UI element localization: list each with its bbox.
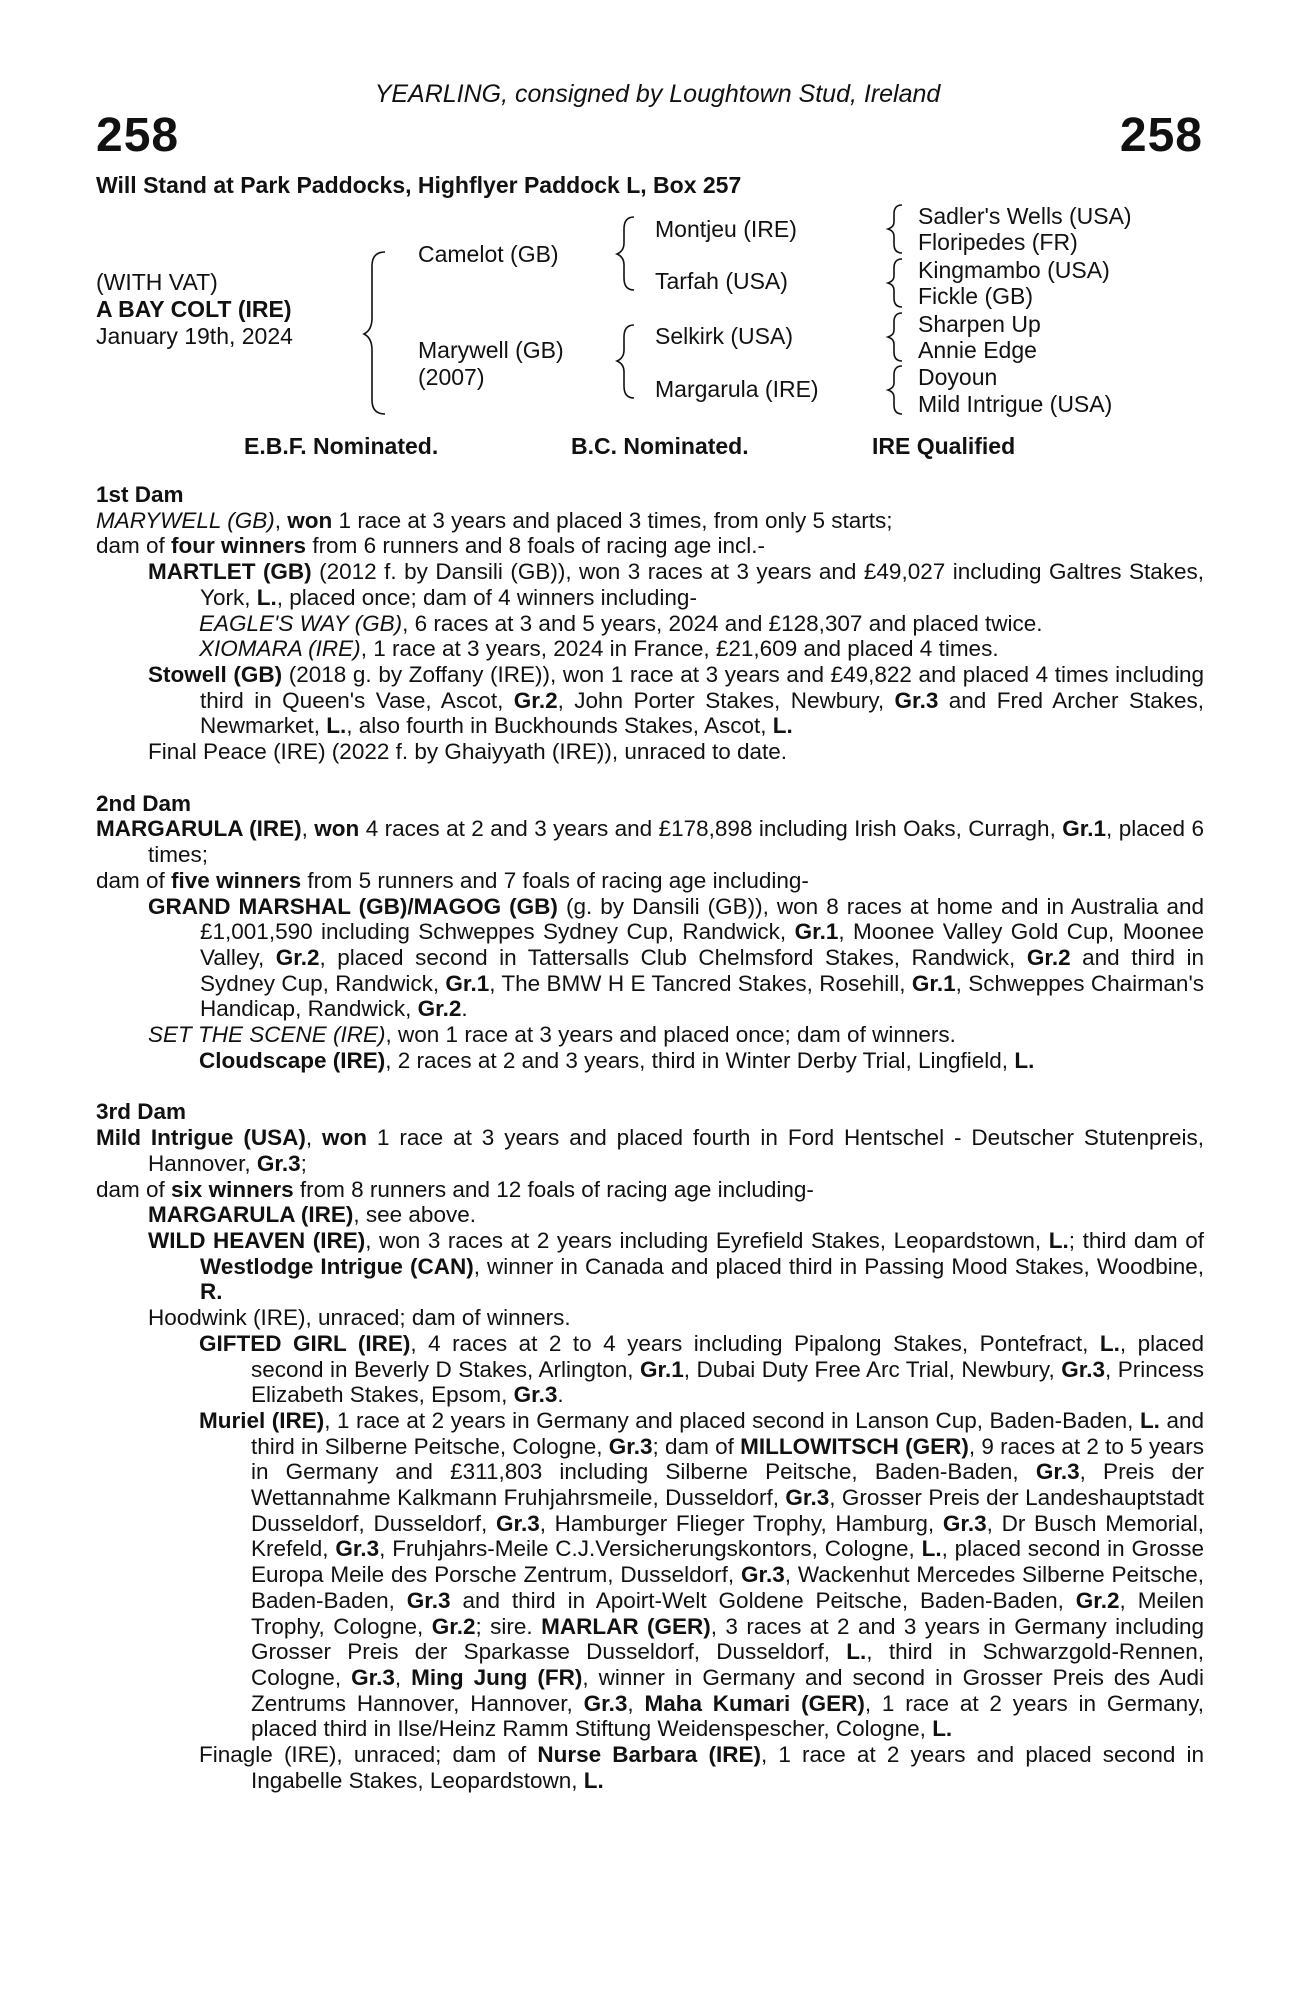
brace-g2 <box>888 259 902 307</box>
ire-qualified: IRE Qualified <box>872 433 1016 459</box>
produce-muriel: Muriel (IRE), 1 race at 2 years in Germany and placed second in Lanson Cup, Baden-Baden, L. and third in Silberne Peitsche, Cologne, Gr.3; dam of MILLOWITSCH (GER), 9 races at 2 to 5 years in Germany and £311,803 including Silberne Peitsche, Baden-Baden, Gr.3, Preis der Wettannahme Kalkmann Fruhjahrsmeile, Dusseldorf, Gr.3, Grosser Preis der Landeshauptstadt Dusseldorf, Dusseldorf, Gr.3, Hamburger Flieger Trophy, Hamburg, Gr.3, Dr Busch Memorial, Krefeld, Gr.3, Fruhjahrs-Meile C.J.Versicherungskontors, Cologne, L., placed second in Grosse Europa Meile des Porsche Zentrum, Dusseldorf, Gr.3, Wackenhut Mercedes Silberne Peitsche, Baden-Baden, Gr.3 and third in Apoirt-Welt Goldene Peitsche, Baden-Baden, Gr.2, Meilen Trophy, Cologne, Gr.2; sire. MARLAR (GER), 3 races at 2 and 3 years in Germany including Grosser Preis der Sparkasse Dusseldorf, Dusseldorf, L., third in Schwarzgold-Rennen, Cologne, Gr.3, Ming Jung (FR), winner in Germany and second in Grosser Preis des Audi Zentrums Hannover, Hannover, Gr.3, Maha Kumari (GER), 1 race at 2 years in Germany, placed third in Ilse/Heinz Ramm Stiftung Weidenspescher, Cologne, L. <box>199 1407 1205 1742</box>
sire: Camelot (GB) <box>418 241 559 267</box>
dam-sire: Selkirk (USA) <box>655 323 794 349</box>
first-dam-heading: 1st Dam <box>96 482 184 507</box>
brace-g4 <box>888 366 902 414</box>
produce-xiomara: XIOMARA (IRE), 1 race at 3 years, 2024 in France, £21,609 and placed 4 times. <box>199 636 999 662</box>
third-dam-record: Mild Intrigue (USA), won 1 race at 3 years and placed fourth in Ford Hentschel - Deutscher Stutenpreis, Hannover, Gr.3; <box>96 1125 1204 1176</box>
bc-nominated: B.C. Nominated. <box>571 433 749 459</box>
brace-dam <box>617 325 634 398</box>
consignor-line: YEARLING, consigned by Loughtown Stud, Ireland <box>374 80 941 108</box>
lot-number-right: 258 <box>1119 109 1203 162</box>
produce-stowell: Stowell (GB) (2018 g. by Zoffany (IRE)), won 1 race at 3 years and £49,822 and placed 4 times including third in Queen's Vase, Ascot, Gr.2, John Porter Stakes, Newbury, Gr.3 and Fred Archer Stakes, Newmarket, L., also fourth in Buckhounds Stakes, Ascot, L. <box>148 661 1205 739</box>
produce-grand-marshal: GRAND MARSHAL (GB)/MAGOG (GB) (g. by Dansili (GB)), won 8 races at home and in Australia and £1,001,590 including Schweppes Sydney Cup, Randwick, Gr.1, Moonee Valley Gold Cup, Moonee Valley, Gr.2, placed second in Tattersalls Club Chelmsford Stakes, Randwick, Gr.2 and third in Sydney Cup, Randwick, Gr.1, The BMW H E Tancred Stakes, Rosehill, Gr.1, Schweppes Chairman's Handicap, Randwick, Gr.2. <box>148 893 1204 1022</box>
produce-finagle: Finagle (IRE), unraced; dam of Nurse Barbara (IRE), 1 race at 2 years and placed second in Ingabelle Stakes, Leopardstown, L. <box>199 1742 1204 1793</box>
produce-eagles-way: EAGLE'S WAY (GB), 6 races at 3 and 5 years, 2024 and £128,307 and placed twice. <box>199 610 1043 636</box>
first-dam-produce: dam of four winners from 6 runners and 8 foals of racing age incl.- <box>96 533 766 559</box>
horse-name: A BAY COLT (IRE) <box>96 296 292 322</box>
brace-g3 <box>888 313 902 361</box>
brace-sire <box>617 217 634 290</box>
gg-sire-2: Kingmambo (USA) <box>918 257 1110 283</box>
gg-dam-2: Fickle (GB) <box>918 283 1033 309</box>
second-dam-heading: 2nd Dam <box>96 790 192 816</box>
sire-dam: Tarfah (USA) <box>655 268 788 294</box>
sire-sire: Montjeu (IRE) <box>655 216 797 242</box>
gg-sire-4: Doyoun <box>918 364 998 390</box>
lot-number-left: 258 <box>96 109 180 162</box>
horse-dob: January 19th, 2024 <box>96 323 293 349</box>
stabling-location: Will Stand at Park Paddocks, Highflyer Paddock L, Box 257 <box>96 172 742 198</box>
third-dam-produce: dam of six winners from 8 runners and 12 foals of racing age including- <box>96 1176 814 1202</box>
vat-note: (WITH VAT) <box>96 269 218 295</box>
gg-dam-3: Annie Edge <box>918 337 1037 363</box>
produce-final-peace: Final Peace (IRE) (2022 f. by Ghaiyyath (IRE)), unraced to date. <box>148 739 788 765</box>
gg-dam-4: Mild Intrigue (USA) <box>918 391 1113 417</box>
second-dam-record: MARGARULA (IRE), won 4 races at 2 and 3 years and £178,898 including Irish Oaks, Curragh, Gr.1, placed 6 times; <box>96 816 1204 868</box>
second-dam-produce: dam of five winners from 5 runners and 7 foals of racing age including- <box>96 867 809 893</box>
gg-dam-1: Floripedes (FR) <box>918 229 1078 255</box>
gg-sire-3: Sharpen Up <box>918 311 1041 337</box>
produce-set-the-scene: SET THE SCENE (IRE), won 1 race at 3 years and placed once; dam of winners. <box>148 1022 956 1048</box>
dam-year: (2007) <box>418 364 485 390</box>
produce-gifted-girl: GIFTED GIRL (IRE), 4 races at 2 to 4 years including Pipalong Stakes, Pontefract, L., placed second in Beverly D Stakes, Arlington, Gr.1, Dubai Duty Free Arc Trial, Newbury, Gr.3, Princess Elizabeth Stakes, Epsom, Gr.3. <box>199 1330 1204 1408</box>
brace-g1 <box>888 205 902 253</box>
first-dam-record: MARYWELL (GB), won 1 race at 3 years and placed 3 times, from only 5 starts; <box>96 507 893 533</box>
produce-cloudscape: Cloudscape (IRE), 2 races at 2 and 3 years, third in Winter Derby Trial, Lingfield, L. <box>199 1047 1035 1073</box>
catalogue-body <box>96 482 1204 1793</box>
dam-dam: Margarula (IRE) <box>655 376 819 402</box>
ebf-nominated: E.B.F. Nominated. <box>244 433 439 459</box>
gg-sire-1: Sadler's Wells (USA) <box>918 203 1132 229</box>
third-dam-heading: 3rd Dam <box>96 1099 187 1125</box>
produce-margarula: MARGARULA (IRE), see above. <box>148 1202 476 1228</box>
brace-main <box>364 252 385 414</box>
produce-wild-heaven: WILD HEAVEN (IRE), won 3 races at 2 years including Eyrefield Stakes, Leopardstown, L.; third dam of Westlodge Intrigue (CAN), winner in Canada and placed third in Passing Mood Stakes, Woodbine, R. <box>148 1227 1204 1305</box>
dam: Marywell (GB) <box>418 337 564 363</box>
produce-hoodwink: Hoodwink (IRE), unraced; dam of winners. <box>148 1305 571 1331</box>
produce-martlet: MARTLET (GB) (2012 f. by Dansili (GB)), won 3 races at 3 years and £49,027 including Galtres Stakes, York, L., placed once; dam of 4 winners including- <box>148 559 1204 610</box>
